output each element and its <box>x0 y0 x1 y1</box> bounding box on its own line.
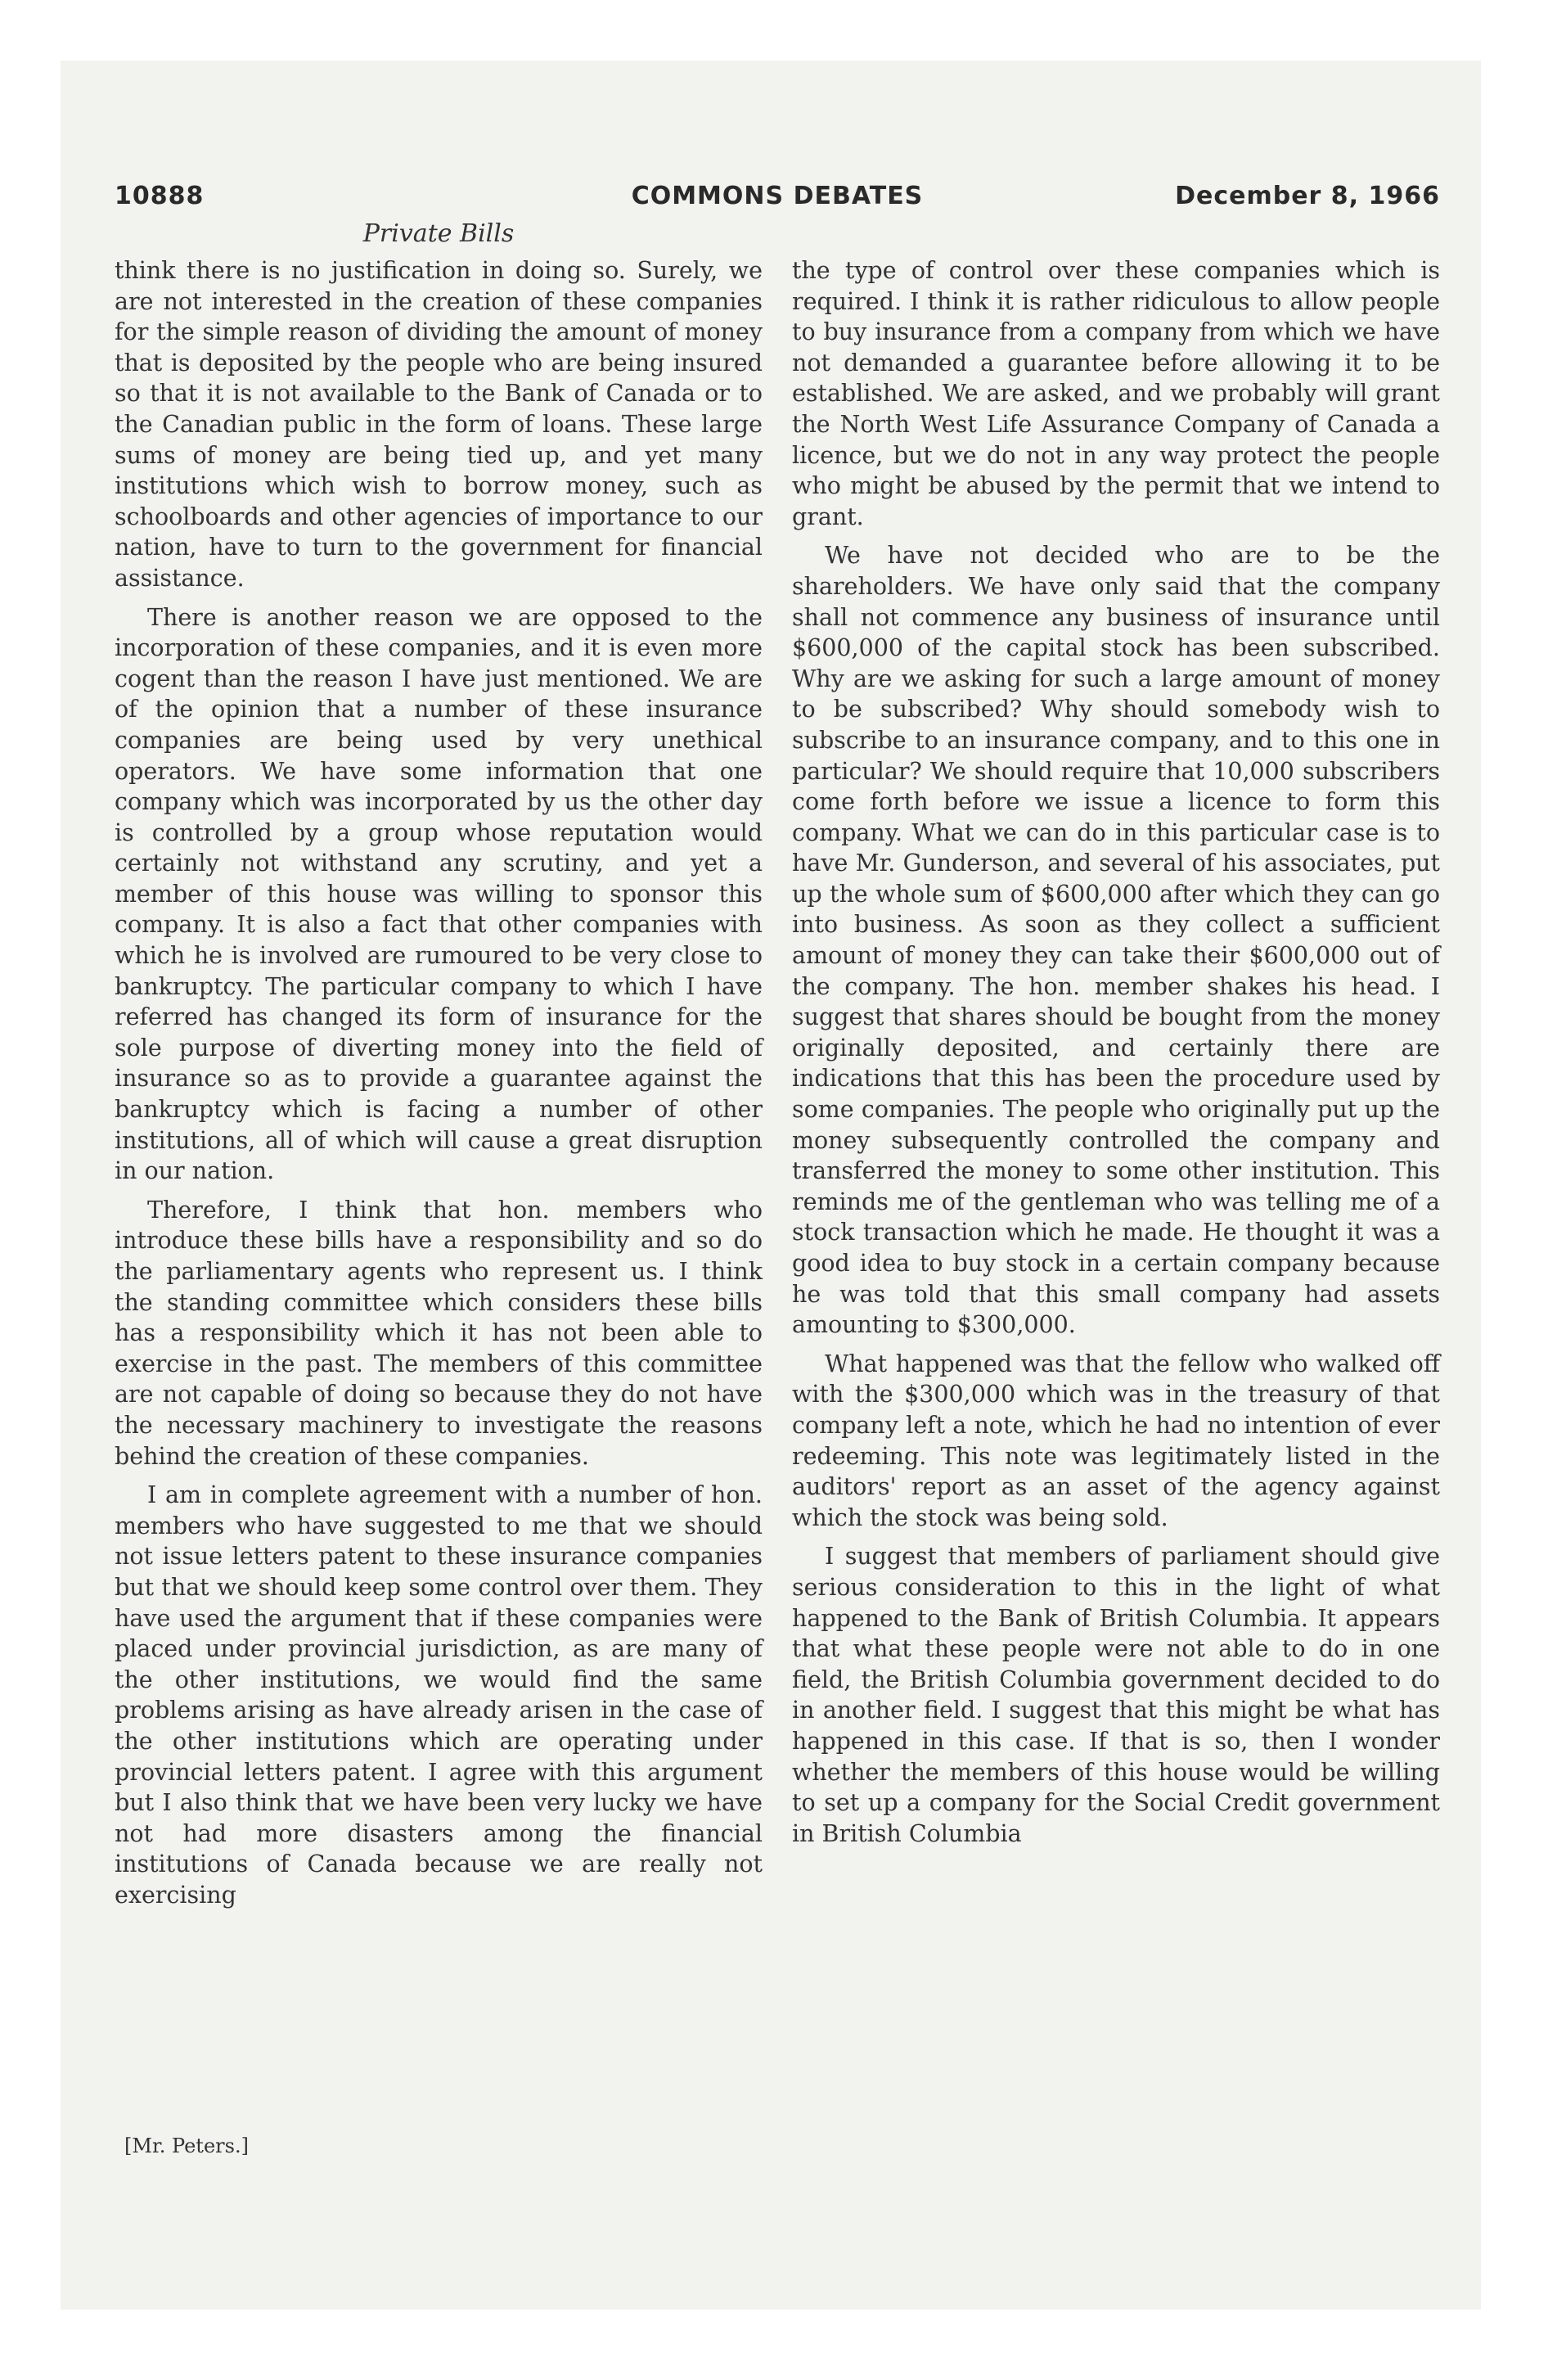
paragraph: What happened was that the fellow who walked off with the $300,000 which was in the treasury of that company left a note, which he had no intention of ever redeeming. This note was legitimately listed in the auditors' report as an asset of the agency against which the stock was being sold. <box>792 1350 1440 1531</box>
paragraph: the type of control over these companies which is required. I think it is rather ridiculous to allow people to buy insurance from a company from which we have not demanded a guarantee before allowing it to be established. We are asked, and we probably will grant the North West Life Assurance Company of Canada a licence, but we do not in any way protect the people who might be abused by the permit that we intend to grant. <box>792 257 1440 530</box>
paragraph: Therefore, I think that hon. members who introduce these bills have a responsibility and so do the parliamentary agents who represent us. I think the standing committee which considers these bills has a responsibility which it has not been able to exercise in the past. The members of this committee are not capable of doing so because they do not have the necessary machinery to investigate the reasons behind the creation of these companies. <box>115 1196 763 1470</box>
publication-title: COMMONS DEBATES <box>631 182 924 210</box>
paragraph: I suggest that members of parliament should give serious consideration to this in the light of what happened to the Bank of British Columbia. It appears that what these people were not able to do in one field, the British Columbia government decided to do in another field. I suggest that this might be what has happened in this case. If that is so, then I wonder whether the members of this house would be willing to set up a company for the Social Credit government in British Columbia <box>792 1543 1440 1847</box>
section-title: Private Bills <box>362 219 515 248</box>
publication-date: December 8, 1966 <box>1175 182 1440 210</box>
paragraph: think there is no justification in doing so. Surely, we are not interested in the creation of these companies for the simple reason of dividing the amount of money that is deposited by the people who are being insured so that it is not available to the Bank of Canada or to the Canadian public in the form of loans. These large sums of money are being tied up, and yet many institutions which wish to borrow money, such as schoolboards and other agencies of importance to our nation, have to turn to the government for financial assistance. <box>115 257 763 592</box>
page-number: 10888 <box>115 182 205 210</box>
right-column <box>792 255 1440 1857</box>
left-column <box>115 255 763 1918</box>
paragraph: We have not decided who are to be the shareholders. We have only said that the company shall not commence any business of insurance until $600,000 of the capital stock has been subscribed. Why are we asking for such a large amount of money to be subscribed? Why should somebody wish to subscribe to an insurance company, and to this one in particular? We should require that 10,000 subscribers come forth before we issue a licence to form this company. What we can do in this particular case is to have Mr. Gunderson, and several of his associates, put up the whole sum of $600,000 after which they can go into business. As soon as they collect a sufficient amount of money they can take their $600,000 out of the company. The hon. member shakes his head. I suggest that shares should be bought from the money originally deposited, and certainly there are indications that this has been the procedure used by some companies. The people who originally put up the money subsequently controlled the company and transferred the money to some other institution. This reminds me of the gentleman who was telling me of a stock transaction which he made. He thought it was a good idea to buy stock in a certain company because he was told that this small company had assets amounting to $300,000. <box>792 542 1440 1339</box>
paragraph: There is another reason we are opposed to the incorporation of these companies, and it is even more cogent than the reason I have just mentioned. We are of the opinion that a number of these insurance companies are being used by very unethical operators. We have some information that one company which was incorporated by us the other day is controlled by a group whose reputation would certainly not withstand any scrutiny, and yet a member of this house was willing to sponsor this company. It is also a fact that other companies with which he is involved are rumoured to be very close to bankruptcy. The particular company to which I have referred has changed its form of insurance for the sole purpose of diverting money into the field of insurance so as to provide a guarantee against the bankruptcy which is facing a number of other institutions, all of which will cause a great disruption in our nation. <box>115 603 763 1185</box>
page-header <box>115 182 1440 223</box>
speaker-footer: [Mr. Peters.] <box>124 2134 249 2157</box>
paragraph: I am in complete agreement with a number of hon. members who have suggested to me that we should not issue letters patent to these insurance companies but that we should keep some control over them. They have used the argument that if these companies were placed under provincial jurisdiction, as are many of the other institutions, we would find the same problems arising as have already arisen in the case of the other institutions which are operating under provincial letters patent. I agree with this argument but I also think that we have been very lucky we have not had more disasters among the financial institutions of Canada because we are really not exercising <box>115 1481 763 1909</box>
